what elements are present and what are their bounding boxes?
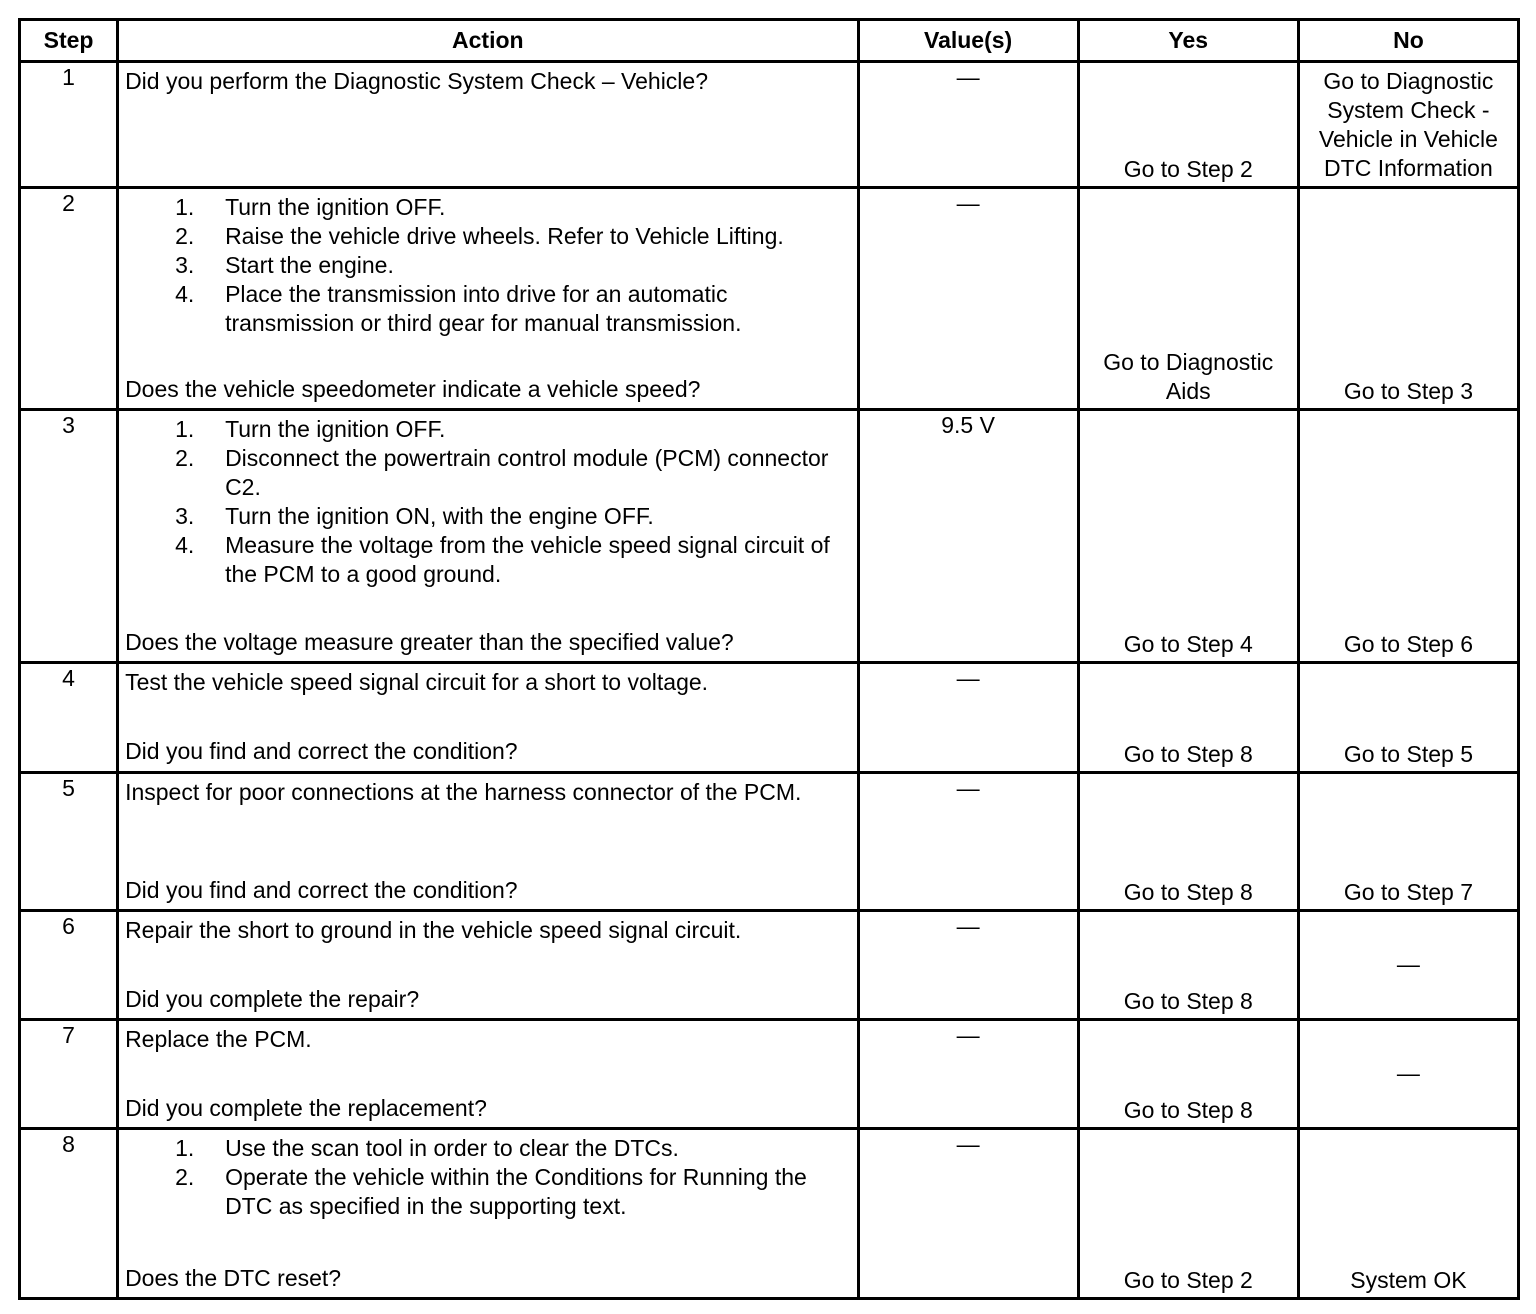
action-top <box>125 668 850 697</box>
list-item-text: Place the transmission into drive for an automatic transmission or third gear for manual transmission. <box>225 281 742 337</box>
list-item-text: Start the engine. <box>225 252 394 279</box>
list-item-text: Turn the ignition OFF. <box>225 194 446 221</box>
action-steps-list <box>175 415 850 589</box>
action-question: Does the voltage measure greater than the specified value? <box>125 629 734 656</box>
no-cell: Go to Step 5 <box>1298 663 1518 772</box>
table-row <box>20 188 1519 410</box>
list-item-text: Use the scan tool in order to clear the DTCs. <box>225 1134 679 1161</box>
list-item <box>175 415 850 444</box>
step-number: 8 <box>20 1128 118 1298</box>
list-item <box>175 531 850 589</box>
no-cell: Go to Step 3 <box>1298 188 1518 410</box>
list-item <box>175 444 850 502</box>
list-item <box>175 502 850 531</box>
value-cell: — <box>858 1128 1078 1298</box>
value-cell: — <box>858 1019 1078 1128</box>
table-row <box>20 62 1519 188</box>
list-item <box>175 280 850 338</box>
list-item <box>175 1163 850 1221</box>
table-row <box>20 1128 1519 1298</box>
step-number: 4 <box>20 663 118 772</box>
list-item-number: 2. <box>175 1163 195 1190</box>
action-text: Replace the PCM. <box>125 1025 312 1052</box>
action-cell <box>118 663 858 772</box>
no-cell: Go to Diagnostic System Check - Vehicle in Vehicle DTC Information <box>1298 62 1518 188</box>
action-top <box>125 778 850 807</box>
action-top <box>125 1025 850 1054</box>
action-question: Did you find and correct the condition? <box>125 876 518 903</box>
action-text: Test the vehicle speed signal circuit for a short to voltage. <box>125 669 709 696</box>
list-item-number: 1. <box>175 194 195 221</box>
header-action: Action <box>118 20 858 62</box>
step-number: 6 <box>20 910 118 1019</box>
no-cell: Go to Step 6 <box>1298 410 1518 663</box>
action-question: Does the DTC reset? <box>125 1264 342 1291</box>
action-question: Did you find and correct the condition? <box>125 738 518 765</box>
step-number: 7 <box>20 1019 118 1128</box>
yes-cell: Go to Step 4 <box>1078 410 1298 663</box>
action-cell <box>118 188 858 410</box>
yes-cell: Go to Step 2 <box>1078 1128 1298 1298</box>
list-item <box>175 1134 850 1163</box>
value-cell: — <box>858 772 1078 910</box>
step-number: 5 <box>20 772 118 910</box>
list-item-number: 2. <box>175 445 195 472</box>
action-top <box>125 1134 850 1221</box>
action-question: Did you complete the replacement? <box>125 1094 487 1121</box>
yes-cell: Go to Step 8 <box>1078 910 1298 1019</box>
list-item <box>175 251 850 280</box>
value-cell: — <box>858 910 1078 1019</box>
table-row <box>20 1019 1519 1128</box>
list-item-number: 3. <box>175 252 195 279</box>
yes-cell: Go to Diagnostic Aids <box>1078 188 1298 410</box>
action-cell <box>118 1019 858 1128</box>
list-item-number: 4. <box>175 532 195 559</box>
list-item-number: 1. <box>175 416 195 443</box>
yes-cell: Go to Step 8 <box>1078 1019 1298 1128</box>
list-item <box>175 222 850 251</box>
yes-cell: Go to Step 8 <box>1078 663 1298 772</box>
action-top <box>125 916 850 945</box>
table-row <box>20 663 1519 772</box>
action-text: Did you perform the Diagnostic System Check – Vehicle? <box>125 68 709 94</box>
yes-cell: Go to Step 8 <box>1078 772 1298 910</box>
action-steps-list <box>175 193 850 338</box>
list-item <box>175 193 850 222</box>
table-body <box>20 62 1519 1299</box>
list-item-number: 3. <box>175 503 195 530</box>
list-item-text: Turn the ignition ON, with the engine OFF. <box>225 503 654 530</box>
header-row <box>20 20 1519 62</box>
action-top <box>125 67 850 96</box>
value-cell: — <box>858 663 1078 772</box>
action-cell <box>118 62 858 188</box>
no-cell: System OK <box>1298 1128 1518 1298</box>
action-top <box>125 193 850 338</box>
action-question: Does the vehicle speedometer indicate a vehicle speed? <box>125 376 701 403</box>
action-text: Repair the short to ground in the vehicle speed signal circuit. <box>125 916 742 943</box>
header-step: Step <box>20 20 118 62</box>
value-cell: — <box>858 188 1078 410</box>
step-number: 3 <box>20 410 118 663</box>
no-cell: — <box>1298 910 1518 1019</box>
step-number: 1 <box>20 62 118 188</box>
list-item-text: Raise the vehicle drive wheels. Refer to Vehicle Lifting. <box>225 223 784 250</box>
list-item-text: Operate the vehicle within the Conditions for Running the DTC as specified in the supporting text. <box>225 1163 807 1219</box>
no-cell: Go to Step 7 <box>1298 772 1518 910</box>
step-number: 2 <box>20 188 118 410</box>
action-text: Inspect for poor connections at the harness connector of the PCM. <box>125 778 802 805</box>
action-top <box>125 415 850 589</box>
list-item-text: Measure the voltage from the vehicle speed signal circuit of the PCM to a good ground. <box>225 532 830 588</box>
diagnostic-table <box>18 18 1520 1300</box>
yes-cell: Go to Step 2 <box>1078 62 1298 188</box>
action-cell <box>118 910 858 1019</box>
action-steps-list <box>175 1134 850 1221</box>
table-row <box>20 410 1519 663</box>
value-cell: 9.5 V <box>858 410 1078 663</box>
header-yes: Yes <box>1078 20 1298 62</box>
action-question: Did you complete the repair? <box>125 985 420 1012</box>
header-no: No <box>1298 20 1518 62</box>
list-item-number: 4. <box>175 281 195 308</box>
header-values: Value(s) <box>858 20 1078 62</box>
no-cell: — <box>1298 1019 1518 1128</box>
action-cell <box>118 772 858 910</box>
list-item-number: 1. <box>175 1134 195 1161</box>
value-cell: — <box>858 62 1078 188</box>
table-row <box>20 772 1519 910</box>
list-item-number: 2. <box>175 223 195 250</box>
action-cell <box>118 1128 858 1298</box>
table-row <box>20 910 1519 1019</box>
list-item-text: Turn the ignition OFF. <box>225 416 446 443</box>
action-cell <box>118 410 858 663</box>
list-item-text: Disconnect the powertrain control module (PCM) connector C2. <box>225 445 829 501</box>
